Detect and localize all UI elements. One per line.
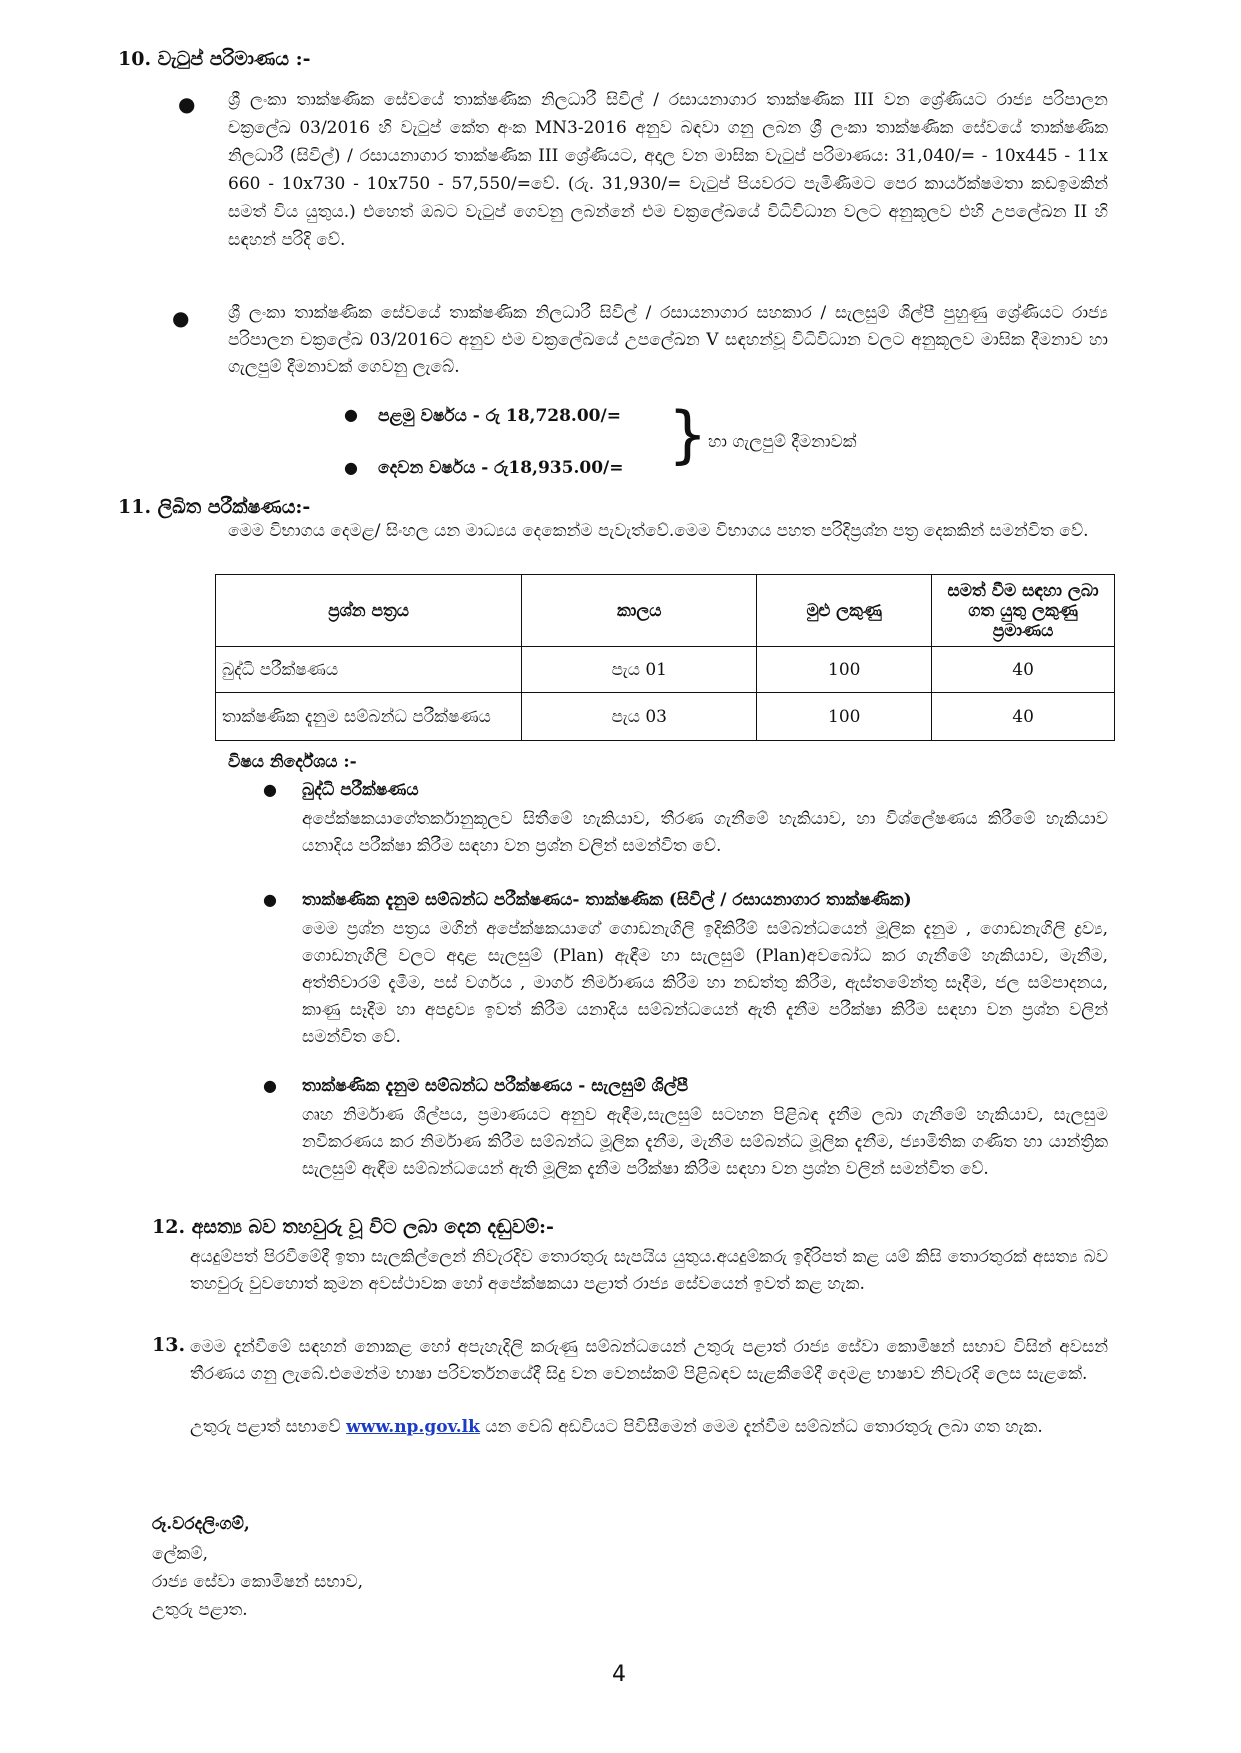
table-cell: තාක්ෂණික දැනුම සම්බන්ධ පරීක්ෂණය — [216, 693, 522, 741]
table-cell: බුද්ධි පරීක්ෂණය — [216, 647, 522, 693]
table-cell: 100 — [757, 693, 932, 741]
table-row — [216, 647, 1115, 693]
table-header: සමත් වීම සඳහා ලබා ගත යුතු ලකුණු ප්‍රමාණය — [932, 575, 1115, 647]
section10-bullet1-text: ශ්‍රී ලංකා තාක්ෂණික සේවයේ තාක්ෂණික නිලධාරී සිවිල් / රසායනාගාර තාක්ෂණික III වන ශ්‍රේණියට රාජ්‍ය පරිපාලන චක්‍රලේඛ 03/2016 හි වැටුප් කේත අංක MN3-2016 අනුව බඳවා ගනු ලබන ශ්‍රී ලංකා තාක්ෂණික සේවයේ තාක්ෂණික නිලධාරී (සිවිල්) / රසායනාගාර තාක්ෂණික III ශ්‍රේණියට, අදාල වන මාසික වැටුප් පරිමාණය: 31,040/= - 10x445 - 11x 660 - 10x730 - 10x750 - 57,550/=වේ. (රු. 31,930/= වැටුප් පියවරට පැමිණීමට පෙර කාර්යක්ෂමතා කඩඉමකින් සමත් විය යුතුය.) එහෙත් ඔබට වැටුප් ගෙවනු ලබන්නේ එම චක්‍රලේඛයේ විධිවිධාන වලට අනුකූලව එහි උපලේඛන II හි සඳහන් පරිදි වේ. — [228, 90, 1108, 250]
exam-table — [215, 574, 1115, 741]
signatory-title: ලේකම්, — [152, 1544, 208, 1564]
website-post-text: යන වෙබ් අඩවියට පිවිසීමෙන් මෙම දැන්වීම සම්බන්ධ තොරතුරු ලබා ගත හැක. — [485, 1417, 1043, 1437]
section11-title: 11. ලිඛිත පරීක්ෂණය:- — [118, 496, 311, 518]
section13-number: 13. — [152, 1334, 186, 1356]
syllabus-item-title: බුද්ධි පරීක්ෂණය — [302, 780, 419, 800]
signatory-province: උතුරු පළාත. — [152, 1600, 248, 1620]
section11-intro: මෙම විභාගය දෙමළ/ සිංහල යන මාධ්‍යය දෙකෙන්ම පැවැත්වේ.මෙම විභාගය පහත පරිදිප්‍රශ්න පත්‍ර දෙකකින් සමන්විත වේ. — [228, 521, 1089, 541]
bullet-icon: ● — [263, 890, 277, 909]
year1-rate: පළමු වර්ෂය - රු 18,728.00/= — [378, 406, 621, 426]
bullet-icon: ● — [263, 1076, 277, 1095]
table-header-row — [216, 575, 1115, 647]
brace-icon: } — [668, 398, 708, 471]
section12-text: අයදුම්පත් පිරවීමේදී ඉතා සැලකිල්ලෙන් නිවැරදිව තොරතුරු සැපයිය යුතුය.අයදුම්කරු ඉදිරිපත් කළ යම් කිසි තොරතුරක් අසත්‍ය බව තහවුරු වුවහොත් කුමන අවස්ථාවක හෝ අපේක්ෂකයා පළාත් රාජ්‍ය සේවයෙන් ඉවත් කළ හැක. — [190, 1247, 1108, 1294]
table-header: ප්‍රශ්න පත්‍රය — [216, 575, 522, 647]
table-row — [216, 693, 1115, 741]
section12-title: 12. අසත්‍ය බව තහවුරු වූ විට ලබා දෙන දඬුවම්:- — [152, 1216, 554, 1238]
syllabus-item-text: අපේක්ෂකයාගේතර්කානුකූලව සිතීමේ හැකියාව, තීරණ ගැනීමේ හැකියාව, හා විශ්ලේෂණය කිරීමේ හැකියාව යනාදිය පරීක්ෂා කිරීම සඳහා වන ප්‍රශ්න වලින් සමන්විත වේ. — [302, 809, 1108, 856]
table-header: මුළු ලකුණු — [757, 575, 932, 647]
syllabus-item-text: මෙම ප්‍රශ්න පත්‍රය මගින් අපේක්ෂකයාගේ ගොඩනැගිලි ඉදිකිරීම් සම්බන්ධයෙන් මූලික දැනුම , ගොඩනැගිලි ද්‍රව්‍ය, ගොඩනැගිලි වලට අදාළ සැලසුම් (Plan) ඇඳීම හා සැලසුම් (Plan)අවබෝධ කර ගැනීමේ හැකියාව, මැනීම, අත්තිවාරම් දැමීම, පස් වර්ගය , මාර්ග නිර්මාණය කිරීම හා නඩත්තු කිරීම, ඇස්තමේන්තු සෑදීම, ජල සම්පාදනය, කාණු සෑදීම හා අපද්‍රව්‍ය ඉවත් කිරීම යනාදිය සම්බන්ධයෙන් ඇති දැනීම පරීක්ෂා කිරීම සඳහා වන ප්‍රශ්න වලින් සමන්විත වේ. — [302, 919, 1108, 1047]
signatory-name: රූ.වරදලිංගම්, — [152, 1514, 250, 1534]
section10-bullet2-text: ශ්‍රී ලංකා තාක්ෂණික සේවයේ තාක්ෂණික නිලධාරී සිවිල් / රසායනාගාර සහකාර / සැලසුම් ශිල්පී පුහුණු ශ්‍රේණියට රාජ්‍ය පරිපාලන චක්‍රලේඛ 03/2016ට අනුව එම චක්‍රලේඛයේ උපලේඛන V සඳහන්වූ විධිවිධාන වලට අනුකූලව මාසික දීමනාව හා ගැලපුම් දීමනාවක් ගෙවනු ලැබේ. — [228, 303, 1108, 377]
allowance-note: හා ගැලපුම් දීමනාවක් — [708, 432, 857, 452]
bullet-icon: ● — [178, 92, 196, 116]
bullet-icon: ● — [344, 458, 358, 477]
signatory-office: රාජ්‍ය සේවා කොමිෂන් සභාව, — [152, 1572, 363, 1592]
bullet-icon: ● — [263, 780, 277, 799]
syllabus-item-title: තාක්ෂණික දැනුම සම්බන්ධ පරීක්ෂණය - සැලසුම් ශිල්පී — [302, 1076, 689, 1096]
table-cell: පැය 01 — [522, 647, 757, 693]
website-line — [190, 1414, 1108, 1441]
syllabus-item-text: ගෘහ නිර්මාණ ශිල්පය, ප්‍රමාණයට අනුව ඇඳීම,සැලසුම් සටහන පිළිබඳ දැනීම ලබා ගැනීමේ හැකියාව, සැලසුම නවීකරණය කර නිර්මාණ කිරීම සම්බන්ධ මූලික දැනීම, මැනීම සම්බන්ධ මූලික දැනීම, ජ්‍යාමිතික ගණිත හා යාන්ත්‍රික සැලසුම් ඇඳීම සම්බන්ධයෙන් ඇති මූලික දැනීම පරීක්ෂා කිරීම සඳහා වන ප්‍රශ්න වලින් සමන්විත වේ. — [302, 1105, 1108, 1179]
table-cell: 40 — [932, 693, 1115, 741]
table-cell: 40 — [932, 647, 1115, 693]
table-header: කාලය — [522, 575, 757, 647]
section10-title: 10. වැටුප් පරිමාණය :- — [118, 48, 311, 70]
section13-text: මෙම දැන්වීමේ සඳහන් නොකළ හෝ අපැහැදිලි කරුණු සම්බන්ධයෙන් උතුරු පළාත් රාජ්‍ය සේවා කොමිෂන් සභාව විසින් අවසන් තීරණය ගනු ලැබේ.එමෙන්ම භාෂා පරිවර්තනයේදී සිදු වන වෙනස්කම් පිළිබඳව සැළකීමේදී දෙමළ භාෂාව නිවැරදි ලෙස සැළකේ. — [190, 1337, 1108, 1384]
syllabus-item-title: තාක්ෂණික දැනුම සම්බන්ධ පරීක්ෂණය- තාක්ෂණික (සිවිල් / රසායනාගාර තාක්ෂණික) — [302, 890, 912, 910]
website-link[interactable]: www.np.gov.lk — [346, 1417, 480, 1437]
page-number: 4 — [612, 1662, 626, 1687]
syllabus-title: විෂය නිර්දේශය :- — [228, 752, 357, 772]
table-cell: පැය 03 — [522, 693, 757, 741]
website-pre-text: උතුරු පළාත් සභාවේ — [190, 1417, 341, 1437]
bullet-icon: ● — [172, 306, 190, 330]
year2-rate: දෙවන වර්ෂය - රු18,935.00/= — [378, 458, 624, 478]
table-cell: 100 — [757, 647, 932, 693]
bullet-icon: ● — [344, 405, 358, 424]
